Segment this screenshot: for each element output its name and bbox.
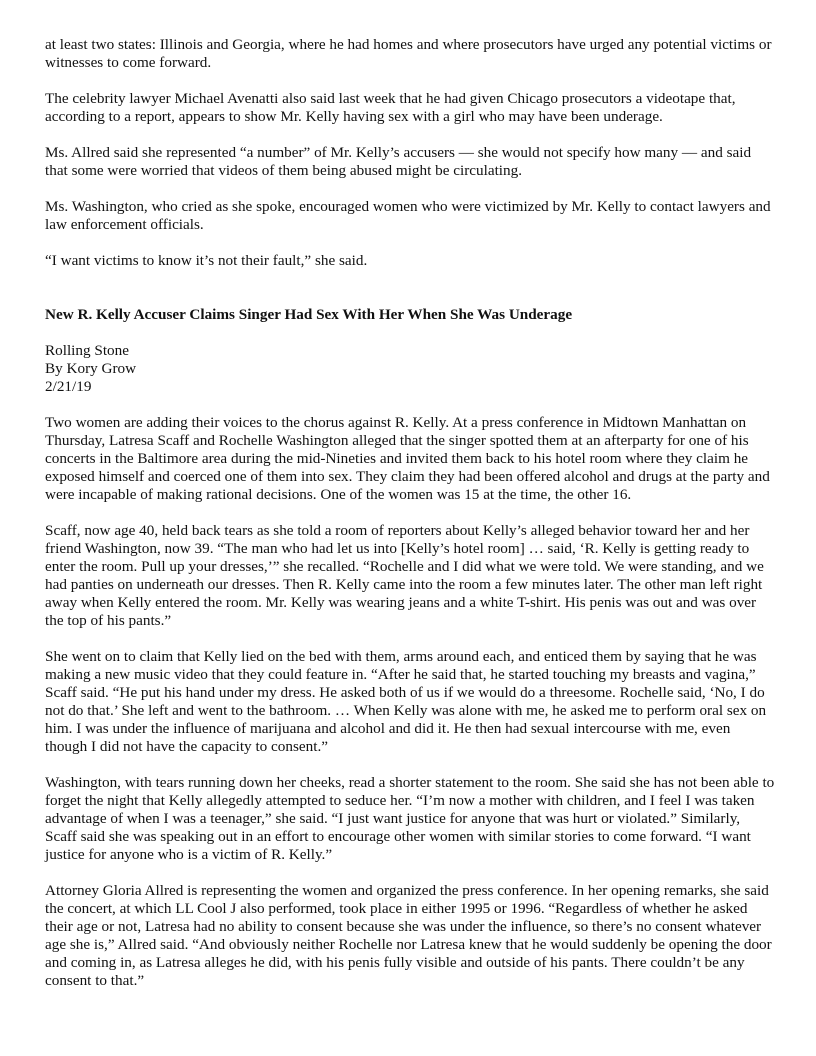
intro-paragraph: The celebrity lawyer Michael Avenatti also said last week that he had given Chicago prosecutors a videotape that, according to a report, appears to show Mr. Kelly having sex with a girl who may have been underage. (45, 90, 736, 125)
article-date: 2/21/19 (45, 378, 92, 395)
intro-paragraph: “I want victims to know it’s not their fault,” she said. (45, 252, 368, 269)
article-meta (45, 342, 775, 396)
article-paragraph: Two women are adding their voices to the chorus against R. Kelly. At a press conference in Midtown Manhattan on Thursday, Latresa Scaff and Rochelle Washington alleged that the singer spotted them at an afterparty for one of his concerts in the Baltimore area during the mid-Nineties and invited them back to his hotel room where they claim he exposed himself and coerced one of them into sex. They claim they had been offered alcohol and drugs at the party and were incapable of making rational decisions. One of the women was 15 at the time, the other 16. (45, 414, 770, 503)
section-spacer (45, 288, 775, 306)
article-paragraph: Scaff, now age 40, held back tears as she told a room of reporters about Kelly’s alleged behavior toward her and her friend Washington, now 39. “The man who had let us into [Kelly’s hotel room] … said, ‘R. Kelly is getting ready to enter the room. Pull up your dresses,’” she recalled. “Rochelle and I did what we were told. We were standing, and we had panties on underneath our dresses. Then R. Kelly came into the room a few minutes later. The other man left right away when Kelly entered the room. Mr. Kelly was wearing jeans and a white T-shirt. His penis was out and was over the top of his pants.” (45, 522, 764, 629)
intro-paragraph: Ms. Allred said she represented “a number” of Mr. Kelly’s accusers — she would not specify how many — and said that some were worried that videos of them being abused might be circulating. (45, 144, 752, 179)
document-page (45, 36, 775, 1008)
article-paragraph: Attorney Gloria Allred is representing the women and organized the press conference. In her opening remarks, she said the concert, at which LL Cool J also performed, took place in either 1995 or 1996. “Regardless of whether he asked their age or not, Latresa had no ability to consent because she was under the influence, so there’s no consent whatever age she is,” Allred said. “And obviously neither Rochelle nor Latresa knew that he would suddenly be opening the door and coming in, as Latresa alleges he did, with his penis fully visible and outside of his pants. There couldn’t be any consent to that.” (45, 882, 772, 989)
article-paragraph: She went on to claim that Kelly lied on the bed with them, arms around each, and enticed them by saying that he was making a new music video that they could feature in. “After he said that, he started touching my breasts and vagina,” Scaff said. “He put his hand under my dress. He asked both of us if we would do a threesome. Rochelle said, ‘No, I do not do that.’ She left and went to the bathroom. … When Kelly was alone with me, he asked me to perform oral sex on him. I was under the influence of marijuana and alcohol and did it. He then had sexual intercourse with me, even though I did not have the capacity to consent.” (45, 648, 767, 755)
intro-paragraph: Ms. Washington, who cried as she spoke, encouraged women who were victimized by Mr. Kelly to contact lawyers and law enforcement officials. (45, 198, 771, 233)
article-byline: By Kory Grow (45, 360, 137, 377)
article-headline: New R. Kelly Accuser Claims Singer Had Sex With Her When She Was Underage (45, 306, 573, 323)
article-source: Rolling Stone (45, 342, 129, 359)
article-paragraph: Washington, with tears running down her cheeks, read a shorter statement to the room. She said she has not been able to forget the night that Kelly allegedly attempted to seduce her. “I’m now a mother with children, and I feel I was taken advantage of when I was a teenager,” she said. “I just want justice for anyone that was hurt or violated.” Similarly, Scaff said she was speaking out in an effort to encourage other women with similar stories to come forward. “I want justice for anyone who is a victim of R. Kelly.” (45, 774, 775, 863)
intro-paragraph: at least two states: Illinois and Georgia, where he had homes and where prosecutors have urged any potential victims or witnesses to come forward. (45, 36, 772, 71)
